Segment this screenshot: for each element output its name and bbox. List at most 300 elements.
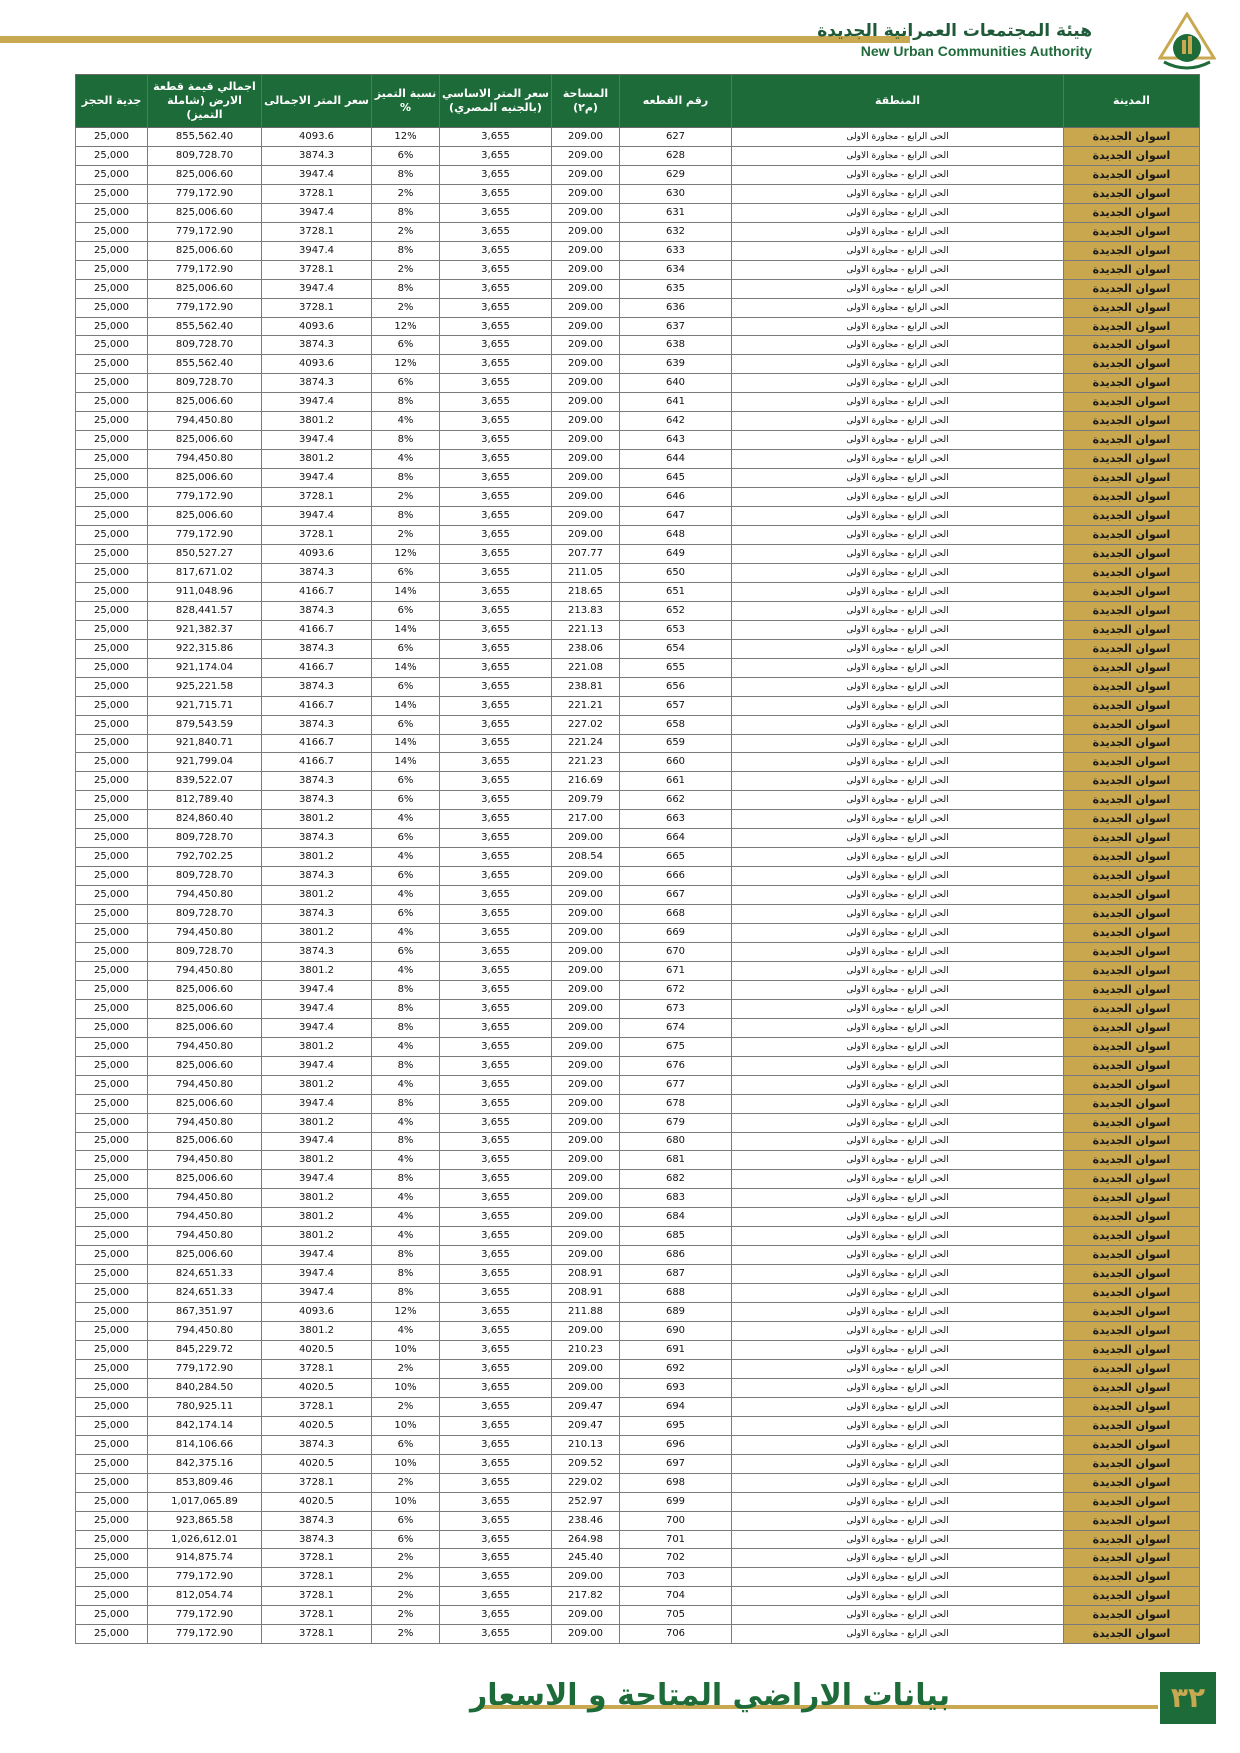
cell-deposit: 25,000	[76, 1625, 148, 1644]
cell-plot: 673	[620, 999, 732, 1018]
cell-plot: 642	[620, 412, 732, 431]
cell-premium: 6%	[372, 791, 440, 810]
cell-total-price: 3947.4	[262, 1284, 372, 1303]
cell-total-price: 3947.4	[262, 279, 372, 298]
cell-area: الحى الرابع - مجاورة الاولى	[732, 1208, 1064, 1227]
table-row	[76, 867, 1200, 886]
cell-plot: 643	[620, 431, 732, 450]
table-row	[76, 1132, 1200, 1151]
cell-size: 218.65	[552, 582, 620, 601]
cell-total-value: 794,450.80	[148, 886, 262, 905]
cell-city: اسوان الجديدة	[1064, 374, 1200, 393]
cell-plot: 677	[620, 1075, 732, 1094]
cell-plot: 690	[620, 1322, 732, 1341]
cell-total-value: 817,671.02	[148, 563, 262, 582]
cell-city: اسوان الجديدة	[1064, 1549, 1200, 1568]
cell-area: الحى الرابع - مجاورة الاولى	[732, 1056, 1064, 1075]
cell-city: اسوان الجديدة	[1064, 980, 1200, 999]
cell-premium: 14%	[372, 658, 440, 677]
table-row	[76, 146, 1200, 165]
cell-deposit: 25,000	[76, 355, 148, 374]
cell-base-price: 3,655	[440, 1132, 552, 1151]
cell-area: الحى الرابع - مجاورة الاولى	[732, 1359, 1064, 1378]
cell-area: الحى الرابع - مجاورة الاولى	[732, 1170, 1064, 1189]
cell-area: الحى الرابع - مجاورة الاولى	[732, 848, 1064, 867]
cell-city: اسوان الجديدة	[1064, 165, 1200, 184]
cell-area: الحى الرابع - مجاورة الاولى	[732, 772, 1064, 791]
cell-area: الحى الرابع - مجاورة الاولى	[732, 1037, 1064, 1056]
cell-area: الحى الرابع - مجاورة الاولى	[732, 1113, 1064, 1132]
cell-size: 208.54	[552, 848, 620, 867]
cell-area: الحى الرابع - مجاورة الاولى	[732, 488, 1064, 507]
cell-deposit: 25,000	[76, 1056, 148, 1075]
cell-plot: 680	[620, 1132, 732, 1151]
cell-premium: 6%	[372, 1530, 440, 1549]
cell-total-value: 879,543.59	[148, 715, 262, 734]
cell-city: اسوان الجديدة	[1064, 544, 1200, 563]
table-row	[76, 1322, 1200, 1341]
cell-plot: 678	[620, 1094, 732, 1113]
cell-deposit: 25,000	[76, 544, 148, 563]
table-row	[76, 1303, 1200, 1322]
cell-total-price: 4166.7	[262, 696, 372, 715]
cell-total-value: 794,450.80	[148, 1189, 262, 1208]
cell-premium: 6%	[372, 905, 440, 924]
cell-premium: 2%	[372, 298, 440, 317]
cell-premium: 2%	[372, 1549, 440, 1568]
table-row	[76, 1056, 1200, 1075]
cell-total-price: 4093.6	[262, 544, 372, 563]
cell-deposit: 25,000	[76, 488, 148, 507]
cell-area: الحى الرابع - مجاورة الاولى	[732, 1284, 1064, 1303]
cell-premium: 12%	[372, 544, 440, 563]
cell-base-price: 3,655	[440, 1265, 552, 1284]
table-row	[76, 1549, 1200, 1568]
cell-area: الحى الرابع - مجاورة الاولى	[732, 374, 1064, 393]
cell-deposit: 25,000	[76, 1511, 148, 1530]
cell-area: الحى الرابع - مجاورة الاولى	[732, 1454, 1064, 1473]
cell-city: اسوان الجديدة	[1064, 1397, 1200, 1416]
table-row	[76, 677, 1200, 696]
cell-base-price: 3,655	[440, 374, 552, 393]
cell-total-price: 3801.2	[262, 1075, 372, 1094]
table-row	[76, 715, 1200, 734]
cell-deposit: 25,000	[76, 1378, 148, 1397]
cell-premium: 8%	[372, 241, 440, 260]
cell-base-price: 3,655	[440, 222, 552, 241]
cell-plot: 653	[620, 620, 732, 639]
cell-deposit: 25,000	[76, 1492, 148, 1511]
cell-base-price: 3,655	[440, 1189, 552, 1208]
cell-deposit: 25,000	[76, 146, 148, 165]
cell-deposit: 25,000	[76, 317, 148, 336]
cell-area: الحى الرابع - مجاورة الاولى	[732, 146, 1064, 165]
table-row	[76, 1341, 1200, 1360]
cell-total-price: 3874.3	[262, 374, 372, 393]
cell-deposit: 25,000	[76, 734, 148, 753]
cell-premium: 8%	[372, 203, 440, 222]
cell-total-value: 809,728.70	[148, 146, 262, 165]
cell-deposit: 25,000	[76, 1075, 148, 1094]
cell-premium: 6%	[372, 772, 440, 791]
cell-total-price: 3728.1	[262, 526, 372, 545]
cell-size: 209.00	[552, 924, 620, 943]
cell-premium: 4%	[372, 961, 440, 980]
cell-size: 217.00	[552, 810, 620, 829]
nuca-logo-icon	[1158, 12, 1216, 74]
cell-total-price: 4020.5	[262, 1341, 372, 1360]
cell-city: اسوان الجديدة	[1064, 639, 1200, 658]
cell-city: اسوان الجديدة	[1064, 734, 1200, 753]
cell-city: اسوان الجديدة	[1064, 1435, 1200, 1454]
cell-premium: 4%	[372, 848, 440, 867]
table-row	[76, 563, 1200, 582]
cell-total-value: 825,006.60	[148, 1018, 262, 1037]
cell-base-price: 3,655	[440, 431, 552, 450]
cell-size: 209.00	[552, 526, 620, 545]
cell-total-price: 3728.1	[262, 1397, 372, 1416]
cell-size: 221.21	[552, 696, 620, 715]
cell-premium: 4%	[372, 1208, 440, 1227]
cell-area: الحى الرابع - مجاورة الاولى	[732, 507, 1064, 526]
cell-plot: 652	[620, 601, 732, 620]
table-row	[76, 1587, 1200, 1606]
cell-area: الحى الرابع - مجاورة الاولى	[732, 677, 1064, 696]
cell-premium: 6%	[372, 336, 440, 355]
cell-area: الحى الرابع - مجاورة الاولى	[732, 184, 1064, 203]
cell-size: 209.00	[552, 980, 620, 999]
table-row	[76, 412, 1200, 431]
cell-premium: 8%	[372, 980, 440, 999]
table-row	[76, 905, 1200, 924]
cell-base-price: 3,655	[440, 1094, 552, 1113]
cell-plot: 691	[620, 1341, 732, 1360]
cell-size: 209.00	[552, 1378, 620, 1397]
cell-size: 264.98	[552, 1530, 620, 1549]
cell-deposit: 25,000	[76, 507, 148, 526]
cell-plot: 706	[620, 1625, 732, 1644]
cell-total-price: 3874.3	[262, 336, 372, 355]
cell-base-price: 3,655	[440, 886, 552, 905]
cell-city: اسوان الجديدة	[1064, 1284, 1200, 1303]
cell-deposit: 25,000	[76, 601, 148, 620]
cell-total-price: 4166.7	[262, 620, 372, 639]
cell-premium: 6%	[372, 374, 440, 393]
table-row	[76, 298, 1200, 317]
cell-city: اسوان الجديدة	[1064, 1341, 1200, 1360]
cell-area: الحى الرابع - مجاورة الاولى	[732, 1341, 1064, 1360]
cell-size: 209.00	[552, 431, 620, 450]
cell-deposit: 25,000	[76, 1549, 148, 1568]
cell-deposit: 25,000	[76, 1530, 148, 1549]
cell-plot: 698	[620, 1473, 732, 1492]
cell-city: اسوان الجديدة	[1064, 1170, 1200, 1189]
table-row	[76, 526, 1200, 545]
cell-size: 238.81	[552, 677, 620, 696]
cell-total-value: 825,006.60	[148, 999, 262, 1018]
cell-base-price: 3,655	[440, 867, 552, 886]
cell-area: الحى الرابع - مجاورة الاولى	[732, 1189, 1064, 1208]
cell-deposit: 25,000	[76, 203, 148, 222]
header-gold-bar	[0, 36, 910, 43]
cell-premium: 2%	[372, 1587, 440, 1606]
cell-total-value: 794,450.80	[148, 1227, 262, 1246]
table-row	[76, 696, 1200, 715]
cell-plot: 679	[620, 1113, 732, 1132]
cell-premium: 10%	[372, 1341, 440, 1360]
cell-city: اسوان الجديدة	[1064, 1473, 1200, 1492]
cell-plot: 694	[620, 1397, 732, 1416]
cell-total-price: 3801.2	[262, 886, 372, 905]
table-row	[76, 620, 1200, 639]
cell-base-price: 3,655	[440, 1473, 552, 1492]
cell-area: الحى الرابع - مجاورة الاولى	[732, 1246, 1064, 1265]
cell-size: 209.00	[552, 867, 620, 886]
cell-area: الحى الرابع - مجاورة الاولى	[732, 1416, 1064, 1435]
cell-premium: 4%	[372, 810, 440, 829]
cell-base-price: 3,655	[440, 696, 552, 715]
cell-area: الحى الرابع - مجاورة الاولى	[732, 1473, 1064, 1492]
cell-base-price: 3,655	[440, 298, 552, 317]
cell-base-price: 3,655	[440, 1284, 552, 1303]
cell-size: 209.00	[552, 279, 620, 298]
cell-total-value: 1,017,065.89	[148, 1492, 262, 1511]
cell-deposit: 25,000	[76, 1322, 148, 1341]
cell-premium: 4%	[372, 1037, 440, 1056]
cell-base-price: 3,655	[440, 146, 552, 165]
table-row	[76, 886, 1200, 905]
cell-total-price: 3874.3	[262, 1435, 372, 1454]
cell-base-price: 3,655	[440, 450, 552, 469]
cell-total-value: 794,450.80	[148, 924, 262, 943]
cell-deposit: 25,000	[76, 431, 148, 450]
cell-premium: 8%	[372, 1170, 440, 1189]
cell-city: اسوان الجديدة	[1064, 355, 1200, 374]
cell-deposit: 25,000	[76, 1473, 148, 1492]
cell-city: اسوان الجديدة	[1064, 336, 1200, 355]
cell-size: 209.00	[552, 374, 620, 393]
cell-city: اسوان الجديدة	[1064, 848, 1200, 867]
table-row	[76, 374, 1200, 393]
cell-deposit: 25,000	[76, 241, 148, 260]
cell-area: الحى الرابع - مجاورة الاولى	[732, 1132, 1064, 1151]
cell-deposit: 25,000	[76, 1094, 148, 1113]
cell-base-price: 3,655	[440, 241, 552, 260]
cell-total-value: 824,651.33	[148, 1284, 262, 1303]
cell-area: الحى الرابع - مجاورة الاولى	[732, 1549, 1064, 1568]
cell-size: 245.40	[552, 1549, 620, 1568]
table-row	[76, 1511, 1200, 1530]
cell-city: اسوان الجديدة	[1064, 1378, 1200, 1397]
cell-premium: 8%	[372, 393, 440, 412]
cell-plot: 682	[620, 1170, 732, 1189]
table-row	[76, 1151, 1200, 1170]
cell-city: اسوان الجديدة	[1064, 563, 1200, 582]
cell-premium: 6%	[372, 601, 440, 620]
cell-total-price: 3801.2	[262, 1208, 372, 1227]
cell-plot: 664	[620, 829, 732, 848]
cell-size: 221.08	[552, 658, 620, 677]
cell-deposit: 25,000	[76, 905, 148, 924]
cell-city: اسوان الجديدة	[1064, 222, 1200, 241]
cell-city: اسوان الجديدة	[1064, 146, 1200, 165]
cell-size: 252.97	[552, 1492, 620, 1511]
cell-total-price: 3874.3	[262, 1530, 372, 1549]
cell-total-price: 3947.4	[262, 980, 372, 999]
cell-deposit: 25,000	[76, 924, 148, 943]
cell-city: اسوان الجديدة	[1064, 1322, 1200, 1341]
cell-city: اسوان الجديدة	[1064, 772, 1200, 791]
cell-size: 209.00	[552, 1075, 620, 1094]
cell-total-price: 3947.4	[262, 431, 372, 450]
col-area: المنطقة	[732, 75, 1064, 128]
cell-area: الحى الرابع - مجاورة الاولى	[732, 639, 1064, 658]
cell-size: 209.00	[552, 146, 620, 165]
cell-deposit: 25,000	[76, 279, 148, 298]
cell-base-price: 3,655	[440, 753, 552, 772]
cell-total-price: 3801.2	[262, 1189, 372, 1208]
cell-city: اسوان الجديدة	[1064, 1075, 1200, 1094]
cell-premium: 4%	[372, 886, 440, 905]
cell-base-price: 3,655	[440, 1075, 552, 1094]
cell-total-price: 3947.4	[262, 1265, 372, 1284]
cell-total-value: 794,450.80	[148, 1075, 262, 1094]
cell-size: 209.00	[552, 1113, 620, 1132]
cell-premium: 4%	[372, 1113, 440, 1132]
cell-total-value: 779,172.90	[148, 298, 262, 317]
cell-city: اسوان الجديدة	[1064, 1113, 1200, 1132]
cell-total-value: 842,174.14	[148, 1416, 262, 1435]
cell-total-price: 3874.3	[262, 791, 372, 810]
cell-size: 209.00	[552, 1568, 620, 1587]
cell-deposit: 25,000	[76, 1587, 148, 1606]
cell-total-value: 825,006.60	[148, 393, 262, 412]
cell-city: اسوان الجديدة	[1064, 1246, 1200, 1265]
cell-size: 209.00	[552, 488, 620, 507]
cell-size: 209.00	[552, 1170, 620, 1189]
cell-plot: 705	[620, 1606, 732, 1625]
cell-premium: 2%	[372, 1473, 440, 1492]
cell-premium: 2%	[372, 1606, 440, 1625]
cell-total-value: 794,450.80	[148, 412, 262, 431]
cell-area: الحى الرابع - مجاورة الاولى	[732, 298, 1064, 317]
cell-plot: 685	[620, 1227, 732, 1246]
table-row	[76, 488, 1200, 507]
cell-size: 209.00	[552, 393, 620, 412]
cell-base-price: 3,655	[440, 279, 552, 298]
cell-size: 209.00	[552, 961, 620, 980]
cell-total-value: 794,450.80	[148, 1208, 262, 1227]
cell-base-price: 3,655	[440, 942, 552, 961]
cell-total-value: 794,450.80	[148, 1037, 262, 1056]
cell-size: 209.00	[552, 165, 620, 184]
cell-base-price: 3,655	[440, 620, 552, 639]
cell-size: 209.00	[552, 829, 620, 848]
cell-city: اسوان الجديدة	[1064, 753, 1200, 772]
cell-deposit: 25,000	[76, 1606, 148, 1625]
table-row	[76, 791, 1200, 810]
cell-size: 221.23	[552, 753, 620, 772]
cell-city: اسوان الجديدة	[1064, 128, 1200, 147]
table-row	[76, 1473, 1200, 1492]
cell-city: اسوان الجديدة	[1064, 1056, 1200, 1075]
cell-city: اسوان الجديدة	[1064, 1189, 1200, 1208]
table-row	[76, 1492, 1200, 1511]
cell-premium: 6%	[372, 1511, 440, 1530]
cell-area: الحى الرابع - مجاورة الاولى	[732, 1568, 1064, 1587]
cell-premium: 2%	[372, 260, 440, 279]
cell-total-value: 779,172.90	[148, 222, 262, 241]
cell-city: اسوان الجديدة	[1064, 999, 1200, 1018]
cell-area: الحى الرابع - مجاورة الاولى	[732, 203, 1064, 222]
table-row	[76, 829, 1200, 848]
cell-base-price: 3,655	[440, 658, 552, 677]
cell-base-price: 3,655	[440, 1056, 552, 1075]
cell-total-value: 842,375.16	[148, 1454, 262, 1473]
cell-city: اسوان الجديدة	[1064, 1416, 1200, 1435]
cell-city: اسوان الجديدة	[1064, 317, 1200, 336]
cell-base-price: 3,655	[440, 1227, 552, 1246]
cell-total-price: 3728.1	[262, 1568, 372, 1587]
cell-deposit: 25,000	[76, 1151, 148, 1170]
cell-premium: 2%	[372, 1568, 440, 1587]
cell-area: الحى الرابع - مجاورة الاولى	[732, 696, 1064, 715]
cell-city: اسوان الجديدة	[1064, 1359, 1200, 1378]
cell-total-value: 794,450.80	[148, 450, 262, 469]
cell-base-price: 3,655	[440, 1359, 552, 1378]
cell-size: 209.00	[552, 1151, 620, 1170]
cell-base-price: 3,655	[440, 829, 552, 848]
cell-deposit: 25,000	[76, 1018, 148, 1037]
cell-premium: 4%	[372, 924, 440, 943]
cell-city: اسوان الجديدة	[1064, 601, 1200, 620]
cell-area: الحى الرابع - مجاورة الاولى	[732, 1625, 1064, 1644]
cell-plot: 674	[620, 1018, 732, 1037]
cell-size: 211.88	[552, 1303, 620, 1322]
cell-base-price: 3,655	[440, 772, 552, 791]
cell-deposit: 25,000	[76, 791, 148, 810]
cell-deposit: 25,000	[76, 1113, 148, 1132]
table-row	[76, 1378, 1200, 1397]
cell-total-price: 3947.4	[262, 1018, 372, 1037]
cell-plot: 656	[620, 677, 732, 696]
cell-size: 238.46	[552, 1511, 620, 1530]
cell-base-price: 3,655	[440, 563, 552, 582]
cell-premium: 8%	[372, 507, 440, 526]
cell-deposit: 25,000	[76, 639, 148, 658]
cell-plot: 699	[620, 1492, 732, 1511]
cell-base-price: 3,655	[440, 1549, 552, 1568]
cell-total-value: 921,840.71	[148, 734, 262, 753]
cell-premium: 4%	[372, 1227, 440, 1246]
cell-total-price: 4020.5	[262, 1378, 372, 1397]
table-row	[76, 734, 1200, 753]
cell-deposit: 25,000	[76, 772, 148, 791]
cell-city: اسوان الجديدة	[1064, 1454, 1200, 1473]
cell-base-price: 3,655	[440, 980, 552, 999]
cell-plot: 637	[620, 317, 732, 336]
table-row	[76, 772, 1200, 791]
cell-plot: 686	[620, 1246, 732, 1265]
cell-plot: 697	[620, 1454, 732, 1473]
cell-size: 227.02	[552, 715, 620, 734]
cell-total-price: 3728.1	[262, 1587, 372, 1606]
cell-plot: 633	[620, 241, 732, 260]
table-row	[76, 1094, 1200, 1113]
cell-total-price: 3728.1	[262, 298, 372, 317]
cell-total-value: 921,382.37	[148, 620, 262, 639]
org-name	[817, 20, 1092, 60]
